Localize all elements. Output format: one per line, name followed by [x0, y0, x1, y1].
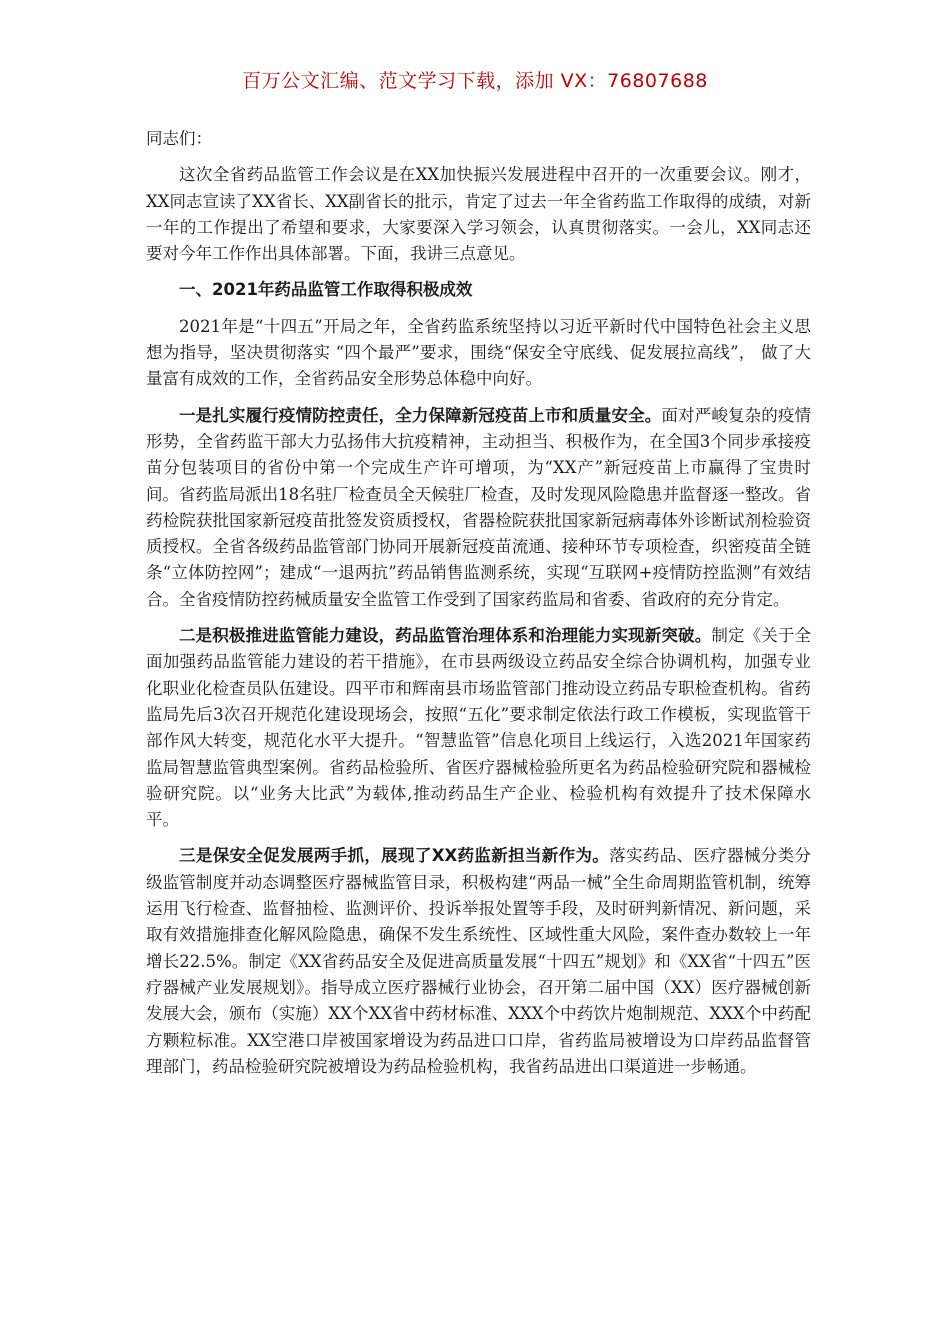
section-summary-paragraph: 2021年是“十四五”开局之年，全省药监系统坚持以习近平新时代中国特色社会主义思想为指导，坚决贯彻落实 “四个最严”要求，围绕“保安全守底线、促发展拉高线”， 做了大量富有成效的工作，全省药品安全形势总体稳中向好。	[146, 316, 811, 389]
point-body-2: 制定《关于全面加强药品监管能力建设的若干措施》，在市县两级设立药品安全综合协调机构，加强专业化职业化检查员队伍建设。四平市和辉南县市场监管部门推动设立药品专职检查机构。省药监局先后3次召开规范化建设现场会，按照“五化”要求制定依法行政工作模板，实现监管干部作风大转变，规范化水平大提升。“智慧监管”信息化项目上线运行，入选2021年国家药监局智慧监管典型案例。省药品检验所、省医疗器械检验所更名为药品检验研究院和器械检验研究院。以“业务大比武”为载体,推动药品生产企业、检验机构有效提升了技术保障水平。	[146, 626, 812, 830]
point-lead-2: 二是积极推进监管能力建设，药品监管治理体系和治理能力实现新突破。	[179, 626, 712, 646]
point-lead-1: 一是扎实履行疫情防控责任，全力保障新冠疫苗上市和质量安全。	[179, 405, 662, 425]
promo-banner: 百万公文汇编、范文学习下载，添加 VX：76807688	[242, 70, 708, 92]
point-paragraph-2	[146, 623, 811, 833]
intro-paragraph: 这次全省药品监管工作会议是在XX加快振兴发展进程中召开的一次重要会议。刚才，XX同志宣读了XX省长、XX副省长的批示，肯定了过去一年全省药监工作取得的成绩，对新一年的工作提出了希望和要求，大家要深入学习领会，认真贯彻落实。一会儿，XX同志还要对今年工作作出具体部署。下面，我讲三点意见。	[146, 165, 811, 264]
section-heading: 一、2021年药品监管工作取得积极成效	[179, 280, 473, 300]
point-lead-3: 三是保安全促发展两手抓，展现了XX药监新担当新作为。	[179, 846, 610, 866]
point-paragraph-1	[146, 403, 811, 613]
point-body-1: 面对严峻复杂的疫情形势，全省药监干部大力弘扬伟大抗疫精神，主动担当、积极作为，在全国3个同步承接疫苗分包装项目的省份中第一个完成生产许可增项，为“XX产”新冠疫苗上市赢得了宝贵时间。省药监局派出18名驻厂检查员全天候驻厂检查，及时发现风险隐患并监督逐一整改。省药检院获批国家新冠疫苗批签发资质授权，省器检院获批国家新冠病毒体外诊断试剂检验资质授权。全省各级药品监管部门协同开展新冠疫苗流通、接种环节专项检查，织密疫苗全链条“立体防控网”；建成“一退两抗”药品销售监测系统，实现“互联网+疫情防控监测”有效结合。全省疫情防控药械质量安全监管工作受到了国家药监局和省委、省政府的充分肯定。	[146, 405, 812, 609]
document-body	[146, 126, 811, 1090]
salutation: 同志们：	[146, 129, 212, 148]
point-body-3: 落实药品、医疗器械分类分级监管制度并动态调整医疗器械监管目录，积极构建“两品一械”全生命周期监管机制，统筹运用飞行检查、监督抽检、监测评价、投诉举报处置等手段，及时研判新情况、新问题，采取有效措施排查化解风险隐患，确保不发生系统性、区域性重大风险，案件查办数较上一年增长22.5%。制定《XX省药品安全及促进高质量发展“十四五”规划》和《XX省“十四五”医疗器械产业发展规划》。指导成立医疗器械行业协会，召开第二届中国（XX）医疗器械创新发展大会，颁布（实施）XX个XX省中药材标准、XXX个中药饮片炮制规范、XXX个中药配方颗粒标准。XX空港口岸被国家增设为药品进口口岸，省药监局被增设为口岸药品监督管理部门，药品检验研究院被增设为药品检验机构，我省药品进出口渠道进一步畅通。	[146, 846, 811, 1076]
point-paragraph-3	[146, 843, 811, 1080]
